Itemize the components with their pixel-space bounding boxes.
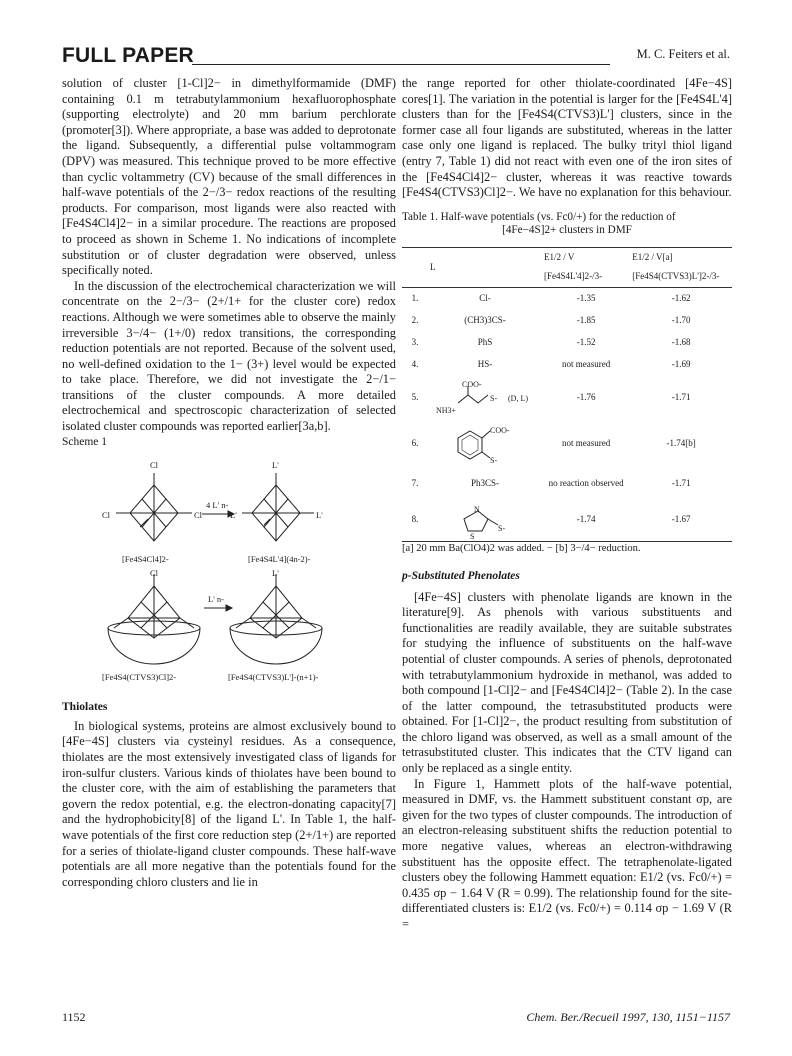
section-title: FULL PAPER [62,44,194,67]
row-e1: -1.52 [576,336,596,347]
header-rule [192,64,610,65]
left-paragraph-1: solution of cluster [1-Cl]2− in dimethylformamide (DMF) containing 0.1 m tetrabutylammonium hexafluorophosphate (supporting electrolyte) and 20 mm barium perchlorate (promoter[3]). Where appropriate, a base was added to deprotonate the ligand. Subsequently, a differential pulse voltammogram (DPV) was measured. This technique proved to be more effective than cyclic voltammetry (CV) because of the small differences in half-wave potentials of the 2−/3− redox reactions of the resulting products. For comparison, most ligands were also reacted with [Fe4S4Cl4]2− in a similar procedure. The reactions are proposed to proceed as shown in Scheme 1. No indications of incomplete substitution or of cluster degradation were observed, unless specifically noted. [62,76,396,278]
row-e1: -1.74 [576,514,596,525]
left-column [62,76,396,890]
row-e2: -1.68 [671,336,691,347]
scheme-cl-right-a: Cl [194,510,203,521]
thiolates-heading: Thiolates [62,701,108,714]
row-e1: no reaction observed [548,477,624,488]
row-number: 6. [411,437,419,448]
left-paragraph-2: In the discussion of the electrochemical characterization we will concentrate on the 2−/3− (2+/1+ for the cluster core) redox reactions. Although we were sometimes able to observe the mainly irreversible 3−/4− (1+/0) redox transitions, the corresponding reduction potentials are not reported. Because of the solvent used, no well-defined oxidation to the 1− (3+) level would be expected to take place. Therefore, we did not investigate the 2−/1− transitions of the cluster compounds. A more detailed electrochemical and spectroscopic characterization of selected isolated cluster compounds was reported earlier[3a,b]. [62,278,396,434]
scheme-lp-top-d: L' [272,568,279,579]
cluster-c-cubane [108,574,200,664]
th-e2: E1/2 / V[a] [632,251,673,262]
scheme-label-d: [Fe4S4(CTVS3)L']-(n+1)- [228,672,319,683]
table-row [402,287,732,309]
scheme-reagent-top: 4 L' n- [206,500,229,511]
row-e1: not measured [561,358,611,369]
thiazoline-structure-icon [430,501,540,539]
cluster-d-cubane [230,574,322,664]
table-caption-line-1: Table 1. Half-wave potentials (vs. Fc0/+) for the reduction of [402,210,676,223]
arrow-head-bottom [226,605,232,611]
row-ligand-structure [428,419,542,467]
scheme-1-figure [62,458,362,690]
th-e1: E1/2 / V [544,251,575,262]
right-column [402,76,732,933]
page-number: 1152 [62,1010,86,1024]
table-caption-line-2: [4Fe−4S]2+ clusters in DMF [502,223,632,236]
struct8-s2: S- [498,524,506,534]
row-ligand-structure [428,499,542,541]
struct8-n: N [474,505,480,515]
scheme-label-a: [Fe4S4Cl4]2- [122,554,169,565]
scheme-lp-right-b: L' [316,510,323,521]
running-author: M. C. Feiters et al. [636,47,730,61]
row-number: 4. [411,358,419,369]
row-number: 5. [411,391,419,402]
row-e1: -1.76 [576,391,596,402]
table-row [402,331,732,353]
row-e2: -1.62 [671,292,691,303]
row-number: 7. [411,477,419,488]
row-e1: -1.85 [576,314,596,325]
row-ligand: PhS [477,336,493,347]
struct6-coo: COO- [490,426,510,436]
struct5-s: S- [490,394,498,404]
th-number-sub [402,267,428,287]
struct8-s1: S [470,532,475,542]
scheme-label: Scheme 1 [62,435,108,448]
struct5-coo: COO- [462,380,482,390]
struct6-s: S- [490,456,498,466]
row-e2: -1.71 [671,391,691,402]
scheme-1-drawing [62,458,362,690]
row-e2: -1.70 [671,314,691,325]
th-ligand: L [430,261,436,272]
table-row [402,419,732,467]
th-number [402,247,428,267]
struct5-nh: NH3+ [436,406,457,416]
row-ligand-structure [428,375,542,419]
row-number: 1. [411,292,419,303]
table-row [402,375,732,419]
table-1-caption [402,211,732,237]
row-e2: -1.74[b] [666,437,696,448]
phenolates-heading: p-Substituted Phenolates [402,569,520,582]
left-paragraph-3: In biological systems, proteins are almost exclusively bound to [4Fe−4S] clusters via cysteinyl residues. As a consequence, thiolates are the most extensively investigated class of ligands for iron-sulfur clusters. Various kinds of thiolates have been bound to the cluster core, with the aim of establishing the parameters that govern the redox potential, e.g. the electron-donating capacity[7] and the hydrophobicity[8] of the ligand L'. In Table 1, the half-wave potentials of the first core reduction step (2+/1+) are reported for a series of thiolate-ligand cluster compounds. These half-wave potentials are all more negative than the potentials found for the corresponding chloro clusters and lie in [62,718,396,889]
table-row [402,499,732,541]
th-e1-sub: [Fe4S4L'4]2-/3- [544,271,603,282]
row-ligand: HS- [477,358,493,369]
scheme-reagent-bottom: L' n- [208,594,224,605]
row-e1: not measured [561,437,611,448]
row-number: 2. [411,314,419,325]
scheme-cl-top-c: Cl [150,568,159,579]
journal-citation: Chem. Ber./Recueil 1997, 130, 1151−1157 [526,1010,730,1024]
row-ligand: Ph3CS- [470,477,499,488]
row-ligand: Cl- [479,292,491,303]
table-row [402,467,732,499]
right-paragraph-3: In Figure 1, Hammett plots of the half-wave potential, measured in DMF, vs. the Hammett substituent constant σp, are given for the two types of cluster compounds. The introduction of an electron-releasing substituent shifts the reduction potential to more negative values, whereas an electron-withdrawing substituent has the opposite effect. The tetraphenolate-ligated clusters obey the following Hammett equation: E1/2 (vs. Fc0/+) = 0.435 σp − 1.64 V (R = 0.99). The relationship found for the site-differentiated clusters is: E1/2 (vs. Fc0/+) = 0.114 σp − 1.69 V (R = [402,776,732,931]
table-row [402,309,732,331]
struct5-dl: (D, L) [508,394,528,404]
table-footnote: [a] 20 mm Ba(ClO4)2 was added. − [b] 3−/4− reduction. [402,542,641,554]
right-paragraph-1: the range reported for other thiolate-coordinated [4Fe−4S] cores[1]. The variation in the potential is larger for the [Fe4S4L'4] clusters than for the [Fe4S4(CTVS3)L'] clusters, since in the former case all four ligands are substituted, whereas in the latter case only one ligand is replaced. The bulky trityl thiol ligand (entry 7, Table 1) did not react with even one of the iron sites of the [Fe4S4Cl4]2− cluster, whereas it was reactive towards [Fe4S4(CTVS3)Cl]2−. We have no explanation for this behaviour. [402,76,732,200]
th-e2-sub: [Fe4S4(CTVS3)L']2-/3- [632,271,720,282]
row-ligand: (CH3)3CS- [464,314,506,325]
scheme-label-b: [Fe4S4L'4](4n-2)- [248,554,311,565]
row-e1: -1.35 [576,292,596,303]
scheme-lp-left-b: L' [230,510,237,521]
row-number: 8. [411,514,419,525]
scheme-cl-top-a: Cl [150,460,159,471]
cluster-a-cubane [116,473,192,541]
table-1 [402,247,732,542]
scheme-lp-top-b: L' [272,460,279,471]
right-paragraph-2: [4Fe−4S] clusters with phenolate ligands are known in the literature[9]. As phenols with various substituents and functionalities are readily available, they are suitable substrates for studying the influence of substituents on the half-wave potential of cluster compounds. A series of phenols, deprotonated with tetrabutylammonium hydroxide in methanol, was added to both compound [1-Cl]2− and [Fe4S4Cl4]2− (Table 2). In the case of the latter compound, the tetrasubstituted products were obtained. For [1-Cl]2−, the product resulting from substitution of the chloro ligand was observed, as well as a small amount of the tetrasubstituted cluster. This indicates that the CTV ligand can only be replaced as a single entity. [402,589,732,776]
table-row [402,353,732,375]
scheme-label-c: [Fe4S4(CTVS3)Cl]2- [102,672,177,683]
cluster-b-cubane [242,473,314,541]
scheme-cl-left-a: Cl [102,510,111,521]
row-number: 3. [411,336,419,347]
row-e2: -1.69 [671,358,691,369]
row-e2: -1.67 [671,514,691,525]
thiosalicylate-structure-icon [430,421,540,465]
row-e2: -1.71 [671,477,691,488]
